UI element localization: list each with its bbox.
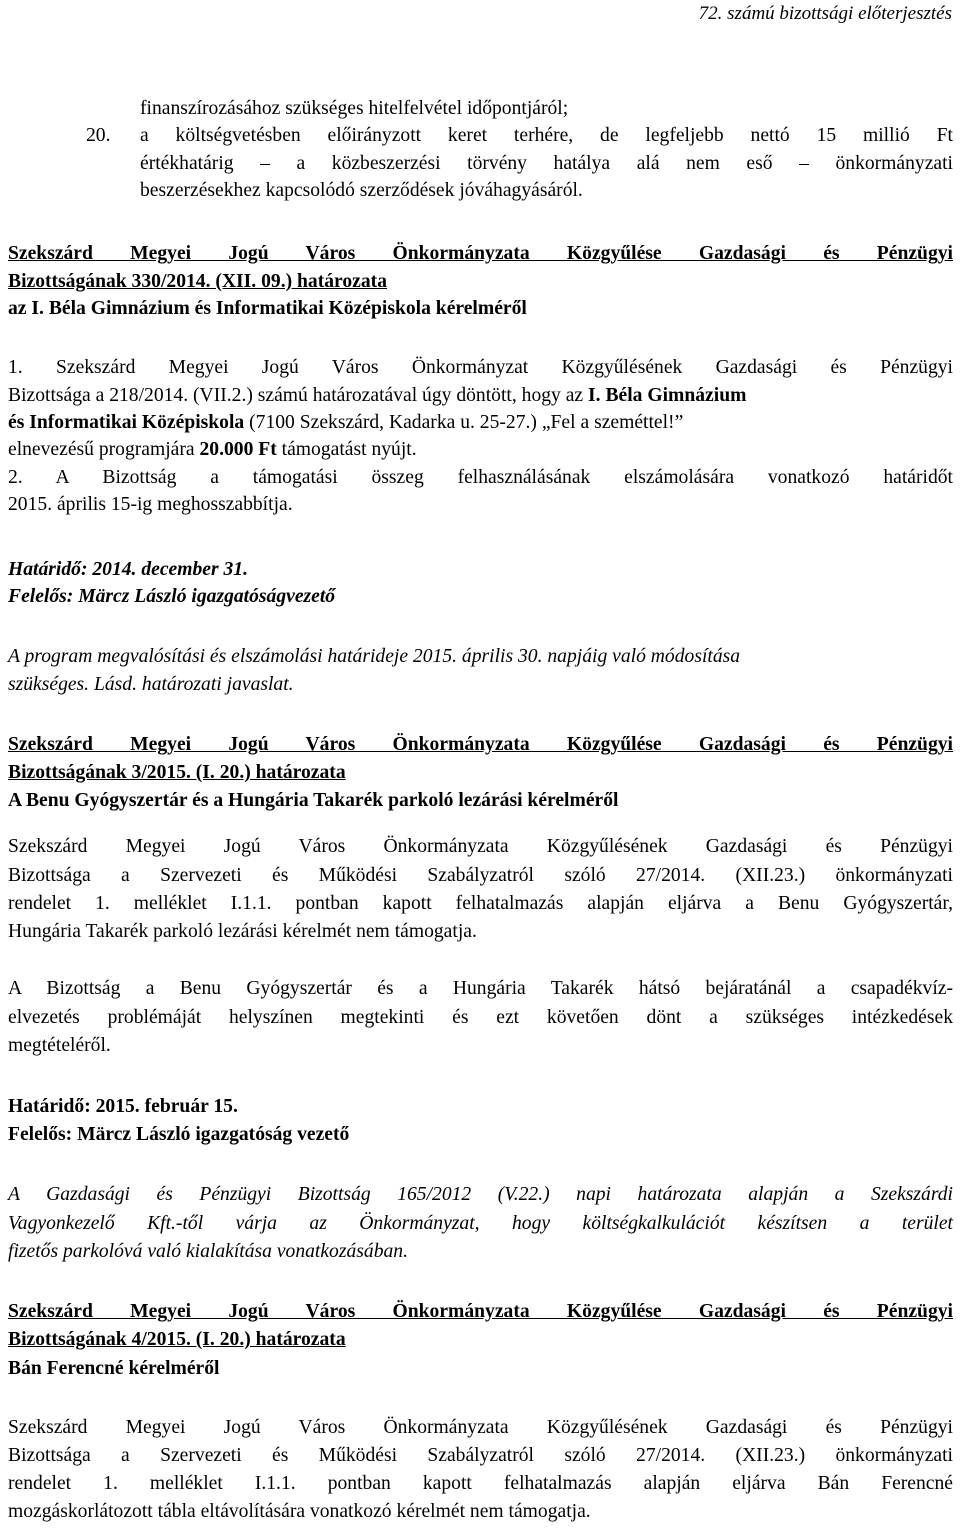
resolution-2-text-line-1: Szekszárd Megyei Jogú Város Önkormányzata Közgyűlésének Gazdasági és Pénzügyi — [8, 836, 953, 857]
resolution-1-title-line-1: Szekszárd Megyei Jogú Város Önkormányzata Közgyűlése Gazdasági és Pénzügyi — [8, 243, 953, 264]
resolution-2-text2-line-1: A Bizottság a Benu Gyógyszertár és a Hungária Takarék hátsó bejáratánál a csapadékvíz- — [8, 978, 953, 999]
resolution-3-title-line-2: Bizottságának 4/2015. (I. 20.) határozata — [8, 1329, 346, 1350]
resolution-1-deadline: Határidő: 2014. december 31. — [8, 559, 248, 580]
resolution-1-point-1-line-2: Bizottsága a 218/2014. (VII.2.) számú határozatával úgy döntött, hogy az I. Béla Gimnázium — [8, 385, 747, 406]
resolution-2-text2-line-2: elvezetés problémáját helyszínen megtekinti és ezt követően dönt a szükséges intézkedések — [8, 1007, 953, 1028]
resolution-3-subject: Bán Ferencné kérelméről — [8, 1358, 220, 1379]
resolution-2-note-line-3: fizetős parkolóvá való kialakítása vonatkozásában. — [8, 1241, 408, 1262]
resolution-3-text-line-1: Szekszárd Megyei Jogú Város Önkormányzata Közgyűlésének Gazdasági és Pénzügyi — [8, 1417, 953, 1438]
resolution-1-point-1-line-4: elnevezésű programjára 20.000 Ft támogatást nyújt. — [8, 439, 417, 460]
resolution-2-note-line-2: Vagyonkezelő Kft.-től várja az Önkormányzat, hogy költségkalkulációt készítsen a terület — [8, 1213, 953, 1234]
page-header: 72. számú bizottsági előterjesztés — [698, 3, 952, 24]
resolution-1-responsible: Felelős: Märcz László igazgatóságvezető — [8, 586, 336, 607]
intro-line-3: értékhatárig – a közbeszerzési törvény hatálya alá nem eső – önkormányzati — [140, 153, 953, 174]
resolution-3-text-line-2: Bizottsága a Szervezeti és Működési Szabályzatról szóló 27/2014. (XII.23.) önkormányzati — [8, 1445, 953, 1466]
resolution-2-note-line-1: A Gazdasági és Pénzügyi Bizottság 165/2012 (V.22.) napi határozata alapján a Szekszárdi — [8, 1184, 953, 1205]
resolution-2-responsible: Felelős: Märcz László igazgatóság vezető — [8, 1124, 350, 1145]
resolution-2-text-line-3: rendelet 1. melléklet I.1.1. pontban kapott felhatalmazás alapján eljárva a Benu Gyógyszertár, — [8, 893, 953, 914]
resolution-3-text-line-3: rendelet 1. melléklet I.1.1. pontban kapott felhatalmazás alapján eljárva Bán Ferencné — [8, 1473, 953, 1494]
resolution-1-point-2-line-1: 2. A Bizottság a támogatási összeg felhasználásának elszámolására vonatkozó határidőt — [8, 467, 953, 488]
intro-item-number: 20. — [86, 125, 111, 146]
resolution-2-text2-line-3: megtételéről. — [8, 1035, 111, 1056]
resolution-1-point-2-line-2: 2015. április 15-ig meghosszabbítja. — [8, 494, 293, 515]
resolution-1-note-line-1: A program megvalósítási és elszámolási határideje 2015. április 30. napjáig való módosítása — [8, 646, 741, 667]
resolution-2-text-line-2: Bizottsága a Szervezeti és Működési Szabályzatról szóló 27/2014. (XII.23.) önkormányzati — [8, 865, 953, 886]
resolution-2-subject: A Benu Gyógyszertár és a Hungária Takarék parkoló lezárási kérelméről — [8, 790, 619, 811]
resolution-1-subject: az I. Béla Gimnázium és Informatikai Középiskola kérelméről — [8, 298, 527, 319]
resolution-2-title-line-2: Bizottságának 3/2015. (I. 20.) határozata — [8, 762, 346, 783]
resolution-2-text-line-4: Hungária Takarék parkoló lezárási kérelmét nem támogatja. — [8, 921, 477, 942]
resolution-3-title-line-1: Szekszárd Megyei Jogú Város Önkormányzata Közgyűlése Gazdasági és Pénzügyi — [8, 1301, 953, 1322]
resolution-2-deadline: Határidő: 2015. február 15. — [8, 1096, 238, 1117]
resolution-1-note-line-2: szükséges. Lásd. határozati javaslat. — [8, 674, 294, 695]
intro-line-1: finanszírozásához szükséges hitelfelvétel időpontjáról; — [140, 98, 569, 119]
resolution-1-title-line-2: Bizottságának 330/2014. (XII. 09.) határozata — [8, 271, 387, 292]
intro-line-4: beszerzésekhez kapcsolódó szerződések jóváhagyásáról. — [140, 180, 583, 201]
resolution-2-title-line-1: Szekszárd Megyei Jogú Város Önkormányzata Közgyűlése Gazdasági és Pénzügyi — [8, 734, 953, 755]
intro-line-2: a költségvetésben előirányzott keret terhére, de legfeljebb nettó 15 millió Ft — [140, 125, 953, 146]
resolution-3-text-line-4: mozgáskorlátozott tábla eltávolítására vonatkozó kérelmét nem támogatja. — [8, 1501, 591, 1522]
resolution-1-point-1-line-3: és Informatikai Középiskola (7100 Szekszárd, Kadarka u. 25-27.) „Fel a szeméttel!” — [8, 412, 684, 433]
resolution-1-point-1-line-1: 1. Szekszárd Megyei Jogú Város Önkormányzat Közgyűlésének Gazdasági és Pénzügyi — [8, 357, 953, 378]
